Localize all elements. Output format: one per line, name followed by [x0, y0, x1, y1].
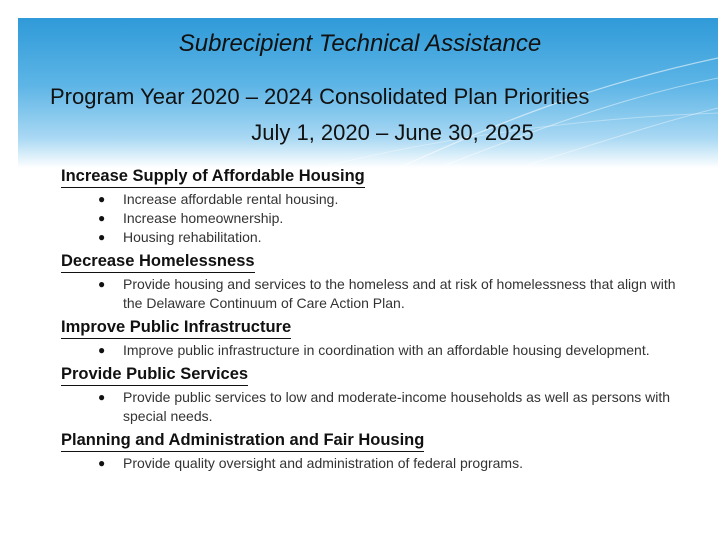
bullet-icon: ● [98, 456, 106, 470]
bullet-icon: ● [98, 211, 106, 225]
section-heading: Planning and Administration and Fair Housing [61, 430, 424, 452]
bullet-icon: ● [98, 390, 106, 404]
section-affordable-housing [61, 166, 681, 247]
section-heading: Increase Supply of Affordable Housing [61, 166, 365, 188]
priorities-list [61, 166, 681, 477]
bullet-list [61, 190, 681, 247]
bullet-list [61, 275, 681, 313]
section-public-infrastructure [61, 317, 681, 360]
slide-title: Subrecipient Technical Assistance [178, 30, 542, 57]
list-item-text: Provide housing and services to the homeless and at risk of homelessness that align with the Delaware Continuum of Care Action Plan. [123, 276, 676, 311]
bullet-icon: ● [98, 192, 106, 206]
bullet-list [61, 454, 681, 473]
list-item [61, 209, 681, 228]
subtitle-line-2: July 1, 2020 – June 30, 2025 [251, 120, 534, 145]
section-heading: Provide Public Services [61, 364, 248, 386]
list-item-text: Increase homeownership. [123, 210, 284, 226]
list-item [61, 228, 681, 247]
list-item-text: Provide quality oversight and administration of federal programs. [123, 455, 523, 471]
subtitle-line-1: Program Year 2020 – 2024 Consolidated Plan Priorities [50, 84, 590, 109]
bullet-list [61, 388, 681, 426]
list-item [61, 341, 681, 360]
bullet-icon: ● [98, 277, 106, 291]
list-item [61, 275, 681, 313]
section-planning-administration [61, 430, 681, 473]
section-public-services [61, 364, 681, 426]
bullet-list [61, 341, 681, 360]
section-heading: Decrease Homelessness [61, 251, 255, 273]
list-item-text: Provide public services to low and moderate-income households as well as persons with special needs. [123, 389, 671, 424]
list-item-text: Increase affordable rental housing. [123, 191, 339, 207]
section-homelessness [61, 251, 681, 313]
list-item-text: Improve public infrastructure in coordination with an affordable housing development. [123, 342, 650, 358]
list-item-text: Housing rehabilitation. [123, 229, 262, 245]
list-item [61, 454, 681, 473]
list-item [61, 388, 681, 426]
bullet-icon: ● [98, 343, 106, 357]
section-heading: Improve Public Infrastructure [61, 317, 291, 339]
bullet-icon: ● [98, 230, 106, 244]
list-item [61, 190, 681, 209]
